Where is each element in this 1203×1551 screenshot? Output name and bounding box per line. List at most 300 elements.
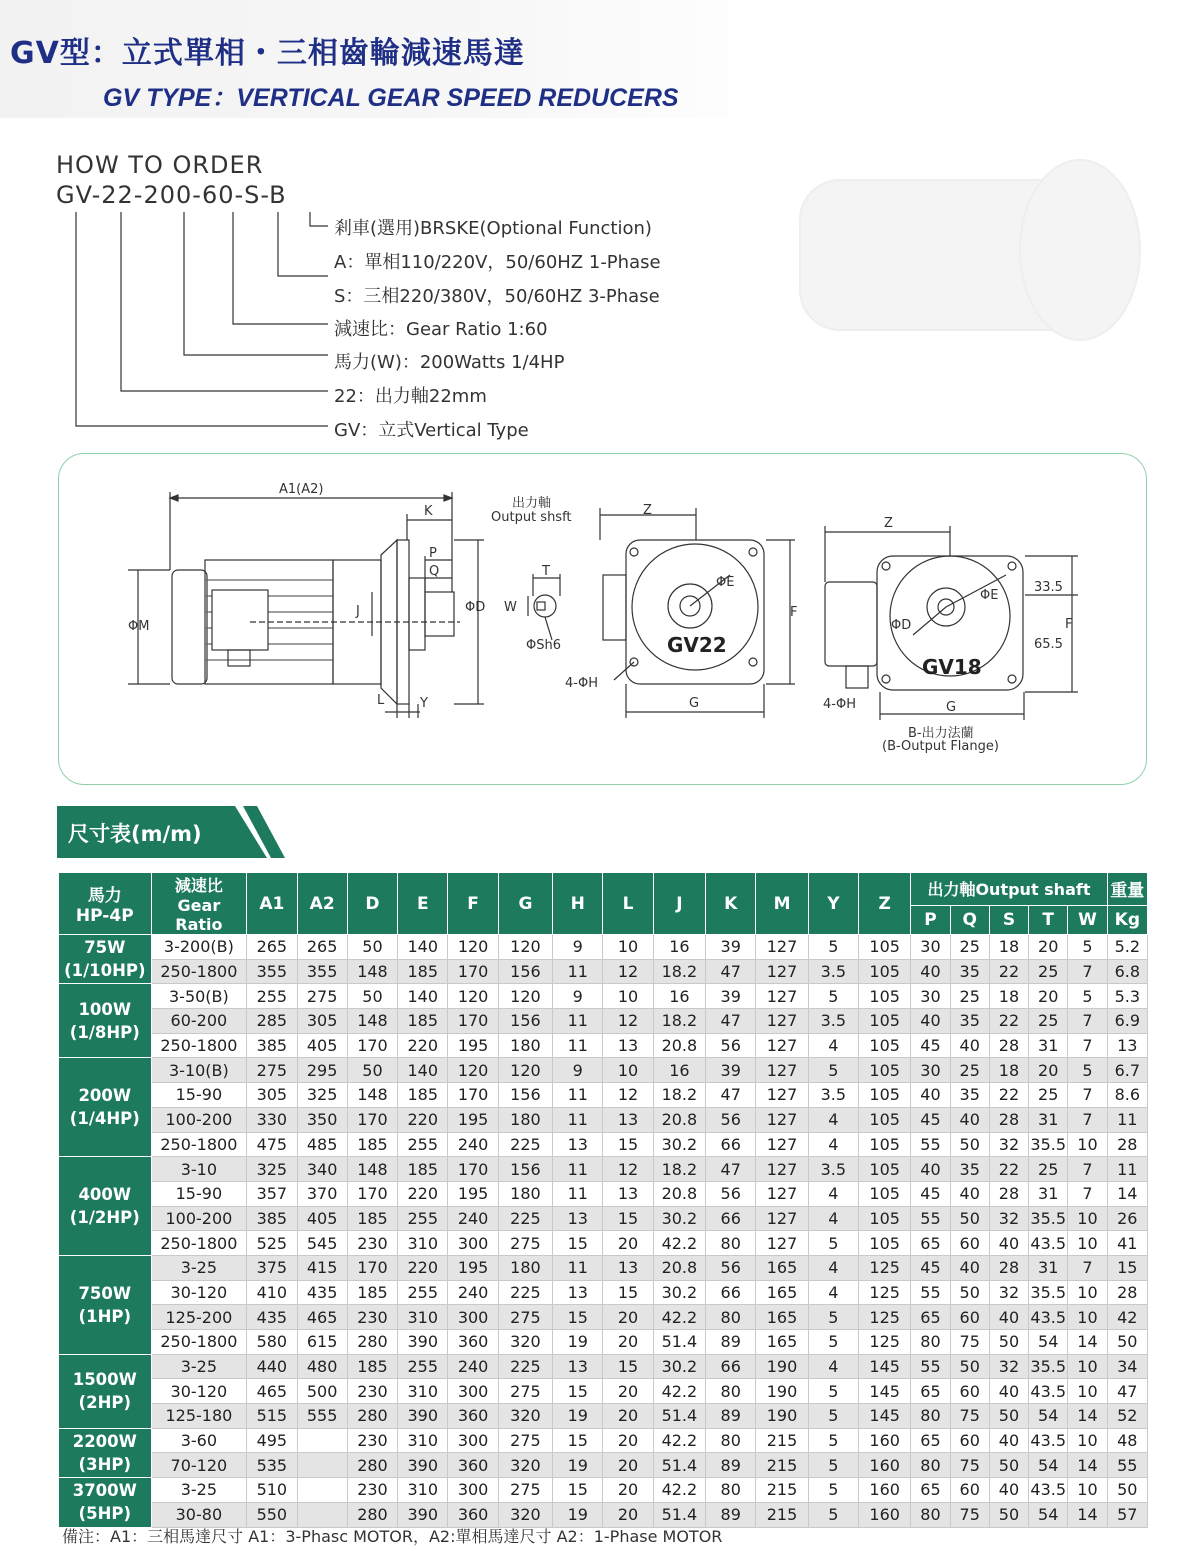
table-cell: 190 — [756, 1354, 808, 1379]
table-row — [59, 984, 1148, 1009]
table-cell: 7 — [1068, 1107, 1107, 1132]
order-option-type: GV：立式Vertical Type — [334, 420, 529, 441]
table-cell: 310 — [398, 1305, 448, 1330]
how-to-order-heading: HOW TO ORDER — [56, 151, 264, 179]
label-4-phi-h: 4-ΦH — [565, 676, 598, 691]
table-cell: 275 — [498, 1379, 552, 1404]
table-cell: 18.2 — [653, 1083, 705, 1108]
header-ratio-cn: 減速比 — [174, 876, 223, 895]
table-cell: 165 — [756, 1330, 808, 1355]
table-cell: 10 — [1068, 1280, 1107, 1305]
table-cell: 50 — [347, 935, 397, 960]
table-cell: 148 — [347, 959, 397, 984]
table-cell: 145 — [859, 1354, 911, 1379]
table-cell: 127 — [756, 959, 808, 984]
table-cell: 275 — [498, 1305, 552, 1330]
table-cell: 14 — [1068, 1404, 1107, 1429]
table-cell: 255 — [247, 984, 297, 1009]
table-cell: 160 — [859, 1453, 911, 1478]
table-row — [59, 1107, 1148, 1132]
table-cell: 9 — [553, 984, 603, 1009]
table-cell: 35 — [950, 1009, 989, 1034]
table-cell: 25 — [950, 984, 989, 1009]
table-cell: 105 — [859, 1009, 911, 1034]
table-cell: 7 — [1068, 959, 1107, 984]
label-phi-m: ΦM — [128, 619, 150, 634]
table-cell: 480 — [297, 1354, 347, 1379]
table-cell: 3.5 — [808, 1157, 858, 1182]
table-cell: 185 — [347, 1132, 397, 1157]
table-cell: 43.5 — [1029, 1478, 1068, 1503]
table-cell: 10 — [603, 935, 653, 960]
hp-cell — [59, 935, 152, 984]
table-cell: 25 — [950, 935, 989, 960]
table-cell: 42.2 — [653, 1428, 705, 1453]
table-cell: 10 — [603, 1058, 653, 1083]
table-cell: 28 — [989, 1033, 1028, 1058]
table-row — [59, 1231, 1148, 1256]
table-cell: 12 — [603, 1157, 653, 1182]
table-cell: 360 — [448, 1453, 498, 1478]
gear-ratio-cell: 100-200 — [151, 1206, 247, 1231]
table-cell: 195 — [448, 1181, 498, 1206]
table-cell: 18 — [989, 1058, 1028, 1083]
table-cell: 10 — [1068, 1354, 1107, 1379]
table-cell: 66 — [706, 1132, 756, 1157]
table-cell: 127 — [756, 1181, 808, 1206]
table-cell: 310 — [398, 1478, 448, 1503]
table-cell: 5 — [808, 1231, 858, 1256]
table-cell: 355 — [247, 959, 297, 984]
table-cell: 127 — [756, 1058, 808, 1083]
table-cell: 10 — [1068, 1305, 1107, 1330]
table-cell: 170 — [347, 1181, 397, 1206]
table-cell: 30 — [911, 1058, 950, 1083]
table-cell: 190 — [756, 1379, 808, 1404]
table-cell — [297, 1453, 347, 1478]
table-cell: 89 — [706, 1453, 756, 1478]
label-z-gv18: Z — [884, 516, 893, 531]
order-option-single-phase: A：單相110/220V，50/60HZ 1-Phase — [334, 252, 661, 273]
table-cell: 15 — [603, 1206, 653, 1231]
table-cell: 127 — [756, 1132, 808, 1157]
table-cell: 43.5 — [1029, 1428, 1068, 1453]
table-cell: 300 — [448, 1478, 498, 1503]
table-cell: 265 — [297, 935, 347, 960]
table-cell: 7 — [1068, 1157, 1107, 1182]
footnote: 備注：A1：三相馬達尺寸 A1：3-Phasc MOTOR，A2:單相馬達尺寸 A2：1-Phase MOTOR — [62, 1527, 723, 1546]
table-cell: 475 — [247, 1132, 297, 1157]
table-cell: 47 — [706, 1009, 756, 1034]
table-cell: 105 — [859, 1058, 911, 1083]
order-option-gear-ratio: 減速比：Gear Ratio 1:60 — [334, 319, 548, 340]
table-cell: 40 — [911, 1157, 950, 1182]
table-row — [59, 1453, 1148, 1478]
header-shaft-w: W — [1068, 905, 1107, 934]
table-cell: 30 — [911, 935, 950, 960]
label-t: T — [542, 564, 550, 579]
table-cell: 125 — [859, 1255, 911, 1280]
label-q: Q — [429, 564, 440, 579]
table-cell: 31 — [1029, 1181, 1068, 1206]
table-cell: 35.5 — [1029, 1354, 1068, 1379]
table-cell: 120 — [498, 935, 552, 960]
order-code: GV-22-200-60-S-B — [56, 181, 287, 209]
table-row — [59, 1255, 1148, 1280]
header-k: K — [706, 873, 756, 935]
table-cell: 165 — [756, 1305, 808, 1330]
table-cell: 300 — [448, 1231, 498, 1256]
table-cell: 18.2 — [653, 959, 705, 984]
table-cell: 255 — [398, 1132, 448, 1157]
order-option-brake: 剎車(選用)BRSKE(Optional Function) — [334, 218, 652, 239]
label-phi-sh6: ΦSh6 — [526, 638, 561, 653]
table-cell: 390 — [398, 1404, 448, 1429]
table-cell: 57 — [1107, 1502, 1147, 1527]
label-33-5: 33.5 — [1034, 580, 1063, 595]
table-cell: 55 — [911, 1280, 950, 1305]
table-cell: 15 — [553, 1428, 603, 1453]
hp-horsepower: (3HP) — [78, 1454, 132, 1474]
table-cell: 10 — [603, 984, 653, 1009]
table-cell: 40 — [989, 1305, 1028, 1330]
table-cell: 28 — [989, 1107, 1028, 1132]
table-cell: 41 — [1107, 1231, 1147, 1256]
header-a1: A1 — [247, 873, 297, 935]
table-cell: 225 — [498, 1354, 552, 1379]
table-cell: 11 — [553, 1033, 603, 1058]
table-cell: 45 — [911, 1181, 950, 1206]
table-cell: 510 — [247, 1478, 297, 1503]
label-65-5: 65.5 — [1034, 637, 1063, 652]
table-cell: 160 — [859, 1428, 911, 1453]
table-cell: 145 — [859, 1379, 911, 1404]
table-cell: 54 — [1029, 1330, 1068, 1355]
table-cell: 3.5 — [808, 1009, 858, 1034]
table-cell: 8.6 — [1107, 1083, 1147, 1108]
table-cell: 5 — [808, 1379, 858, 1404]
gear-ratio-cell: 3-60 — [151, 1428, 247, 1453]
table-cell: 390 — [398, 1453, 448, 1478]
table-cell: 54 — [1029, 1404, 1068, 1429]
table-cell: 80 — [706, 1428, 756, 1453]
table-cell: 385 — [247, 1033, 297, 1058]
table-cell: 60 — [950, 1379, 989, 1404]
table-cell: 80 — [706, 1231, 756, 1256]
table-cell: 145 — [859, 1404, 911, 1429]
table-cell: 180 — [498, 1033, 552, 1058]
table-cell: 275 — [498, 1478, 552, 1503]
gear-ratio-cell: 60-200 — [151, 1009, 247, 1034]
table-cell: 89 — [706, 1330, 756, 1355]
table-cell: 65 — [911, 1478, 950, 1503]
table-cell: 10 — [1068, 1379, 1107, 1404]
table-cell: 42.2 — [653, 1305, 705, 1330]
table-cell: 13 — [553, 1354, 603, 1379]
table-cell: 310 — [398, 1428, 448, 1453]
table-cell: 4 — [808, 1132, 858, 1157]
table-cell: 255 — [398, 1354, 448, 1379]
table-cell: 20 — [603, 1305, 653, 1330]
label-f: F — [790, 605, 798, 620]
table-cell: 127 — [756, 1206, 808, 1231]
gear-ratio-cell: 125-200 — [151, 1305, 247, 1330]
table-cell: 14 — [1068, 1453, 1107, 1478]
table-cell: 5 — [808, 1502, 858, 1527]
table-cell: 50 — [347, 984, 397, 1009]
table-cell: 12 — [603, 1083, 653, 1108]
table-cell: 185 — [398, 1083, 448, 1108]
table-cell: 185 — [347, 1206, 397, 1231]
table-cell: 165 — [756, 1255, 808, 1280]
table-cell: 330 — [247, 1107, 297, 1132]
table-cell: 50 — [989, 1453, 1028, 1478]
table-cell: 60 — [950, 1305, 989, 1330]
table-cell: 75 — [950, 1453, 989, 1478]
table-cell: 31 — [1029, 1255, 1068, 1280]
table-cell: 340 — [297, 1157, 347, 1182]
table-cell: 16 — [653, 984, 705, 1009]
table-cell: 240 — [448, 1132, 498, 1157]
table-cell: 4 — [808, 1033, 858, 1058]
table-cell: 10 — [1068, 1206, 1107, 1231]
gear-ratio-cell: 30-120 — [151, 1280, 247, 1305]
table-cell: 6.7 — [1107, 1058, 1147, 1083]
table-cell: 105 — [859, 1231, 911, 1256]
table-cell: 555 — [297, 1404, 347, 1429]
table-cell: 305 — [297, 1009, 347, 1034]
table-cell: 280 — [347, 1502, 397, 1527]
table-cell: 54 — [1029, 1502, 1068, 1527]
hp-watts: 1500W — [72, 1370, 137, 1390]
table-cell: 40 — [911, 1083, 950, 1108]
table-cell: 300 — [448, 1379, 498, 1404]
table-cell: 28 — [1107, 1132, 1147, 1157]
header-shaft-s: S — [989, 905, 1028, 934]
header-m: M — [756, 873, 808, 935]
table-cell: 30.2 — [653, 1132, 705, 1157]
table-cell: 14 — [1068, 1330, 1107, 1355]
label-w: W — [504, 600, 517, 615]
table-cell: 32 — [989, 1354, 1028, 1379]
table-row — [59, 1181, 1148, 1206]
table-cell: 15 — [603, 1280, 653, 1305]
table-cell: 310 — [398, 1231, 448, 1256]
table-cell: 170 — [448, 1083, 498, 1108]
table-cell: 4 — [808, 1181, 858, 1206]
table-cell: 20 — [603, 1428, 653, 1453]
header-weight-cn: 重量 — [1107, 873, 1147, 906]
table-cell: 51.4 — [653, 1330, 705, 1355]
table-cell: 22 — [989, 1009, 1028, 1034]
gear-ratio-cell: 3-25 — [151, 1255, 247, 1280]
table-cell: 7 — [1068, 1009, 1107, 1034]
hp-watts: 200W — [78, 1086, 132, 1106]
hp-cell — [59, 1354, 152, 1428]
table-cell: 52 — [1107, 1404, 1147, 1429]
label-phi-d-gv18: ΦD — [891, 618, 912, 633]
label-p: P — [429, 546, 437, 561]
table-cell: 5 — [808, 1478, 858, 1503]
table-cell: 18 — [989, 935, 1028, 960]
table-cell: 615 — [297, 1330, 347, 1355]
table-cell: 40 — [989, 1379, 1028, 1404]
table-row — [59, 1157, 1148, 1182]
table-cell: 50 — [989, 1330, 1028, 1355]
table-cell: 35.5 — [1029, 1206, 1068, 1231]
table-cell: 195 — [448, 1255, 498, 1280]
table-cell: 13 — [603, 1107, 653, 1132]
table-cell: 47 — [706, 1157, 756, 1182]
table-cell: 11 — [553, 1009, 603, 1034]
hp-watts: 3700W — [72, 1481, 137, 1501]
table-cell: 105 — [859, 1132, 911, 1157]
table-cell: 80 — [706, 1478, 756, 1503]
table-cell: 42 — [1107, 1305, 1147, 1330]
table-cell: 13 — [553, 1280, 603, 1305]
label-output-shaft-en: Output shsft — [491, 510, 572, 525]
hp-watts: 100W — [78, 999, 132, 1019]
label-b-flange-en: (B-Output Flange) — [882, 739, 999, 754]
header-h: H — [553, 873, 603, 935]
table-cell: 20 — [603, 1453, 653, 1478]
table-cell: 20.8 — [653, 1033, 705, 1058]
table-cell: 5 — [808, 1058, 858, 1083]
table-cell: 360 — [448, 1502, 498, 1527]
gear-ratio-cell: 250-1800 — [151, 1330, 247, 1355]
table-cell: 127 — [756, 1083, 808, 1108]
table-cell: 11 — [1107, 1107, 1147, 1132]
table-cell: 360 — [448, 1330, 498, 1355]
table-cell: 285 — [247, 1009, 297, 1034]
table-cell: 19 — [553, 1453, 603, 1478]
table-cell: 300 — [448, 1428, 498, 1453]
table-cell: 15 — [1107, 1255, 1147, 1280]
order-option-shaft: 22：出力軸22mm — [334, 386, 487, 407]
table-cell: 580 — [247, 1330, 297, 1355]
table-cell: 7 — [1068, 1083, 1107, 1108]
table-cell: 405 — [297, 1033, 347, 1058]
hp-watts: 2200W — [72, 1431, 137, 1451]
table-cell: 215 — [756, 1478, 808, 1503]
table-cell — [297, 1428, 347, 1453]
table-cell: 80 — [911, 1404, 950, 1429]
hp-horsepower: (1/4HP) — [69, 1109, 140, 1129]
table-cell: 20 — [1029, 935, 1068, 960]
label-y: Y — [420, 696, 428, 711]
table-cell: 13 — [603, 1033, 653, 1058]
table-cell: 51.4 — [653, 1502, 705, 1527]
table-cell: 125 — [859, 1280, 911, 1305]
table-cell: 180 — [498, 1107, 552, 1132]
hp-horsepower: (2HP) — [78, 1393, 132, 1413]
table-cell: 325 — [297, 1083, 347, 1108]
gear-ratio-cell: 3-25 — [151, 1478, 247, 1503]
table-cell: 15 — [603, 1354, 653, 1379]
header-shaft-q: Q — [950, 905, 989, 934]
hp-watts: 400W — [78, 1185, 132, 1205]
table-cell: 185 — [347, 1354, 397, 1379]
table-cell: 225 — [498, 1132, 552, 1157]
table-cell: 240 — [448, 1280, 498, 1305]
table-cell: 15 — [553, 1305, 603, 1330]
table-cell: 350 — [297, 1107, 347, 1132]
table-cell: 405 — [297, 1206, 347, 1231]
label-gv22: GV22 — [667, 633, 727, 657]
table-cell: 75 — [950, 1404, 989, 1429]
order-option-power: 馬力(W)：200Watts 1/4HP — [334, 352, 565, 373]
table-cell: 275 — [498, 1231, 552, 1256]
hp-cell — [59, 1255, 152, 1354]
table-cell: 39 — [706, 984, 756, 1009]
header-j: J — [653, 873, 705, 935]
gear-ratio-cell: 30-120 — [151, 1379, 247, 1404]
table-cell: 127 — [756, 1157, 808, 1182]
table-cell: 5 — [808, 1404, 858, 1429]
table-cell: 230 — [347, 1305, 397, 1330]
dimension-table — [58, 872, 1148, 1528]
table-cell: 55 — [911, 1354, 950, 1379]
label-g: G — [689, 696, 700, 711]
table-cell: 4 — [808, 1354, 858, 1379]
table-cell: 20 — [603, 1404, 653, 1429]
table-cell: 15 — [603, 1132, 653, 1157]
table-cell: 54 — [1029, 1453, 1068, 1478]
table-cell: 28 — [989, 1181, 1028, 1206]
table-cell: 105 — [859, 1181, 911, 1206]
table-row — [59, 1354, 1148, 1379]
table-cell: 10 — [1068, 1478, 1107, 1503]
table-cell: 45 — [911, 1033, 950, 1058]
table-cell: 295 — [297, 1058, 347, 1083]
table-cell: 9 — [553, 935, 603, 960]
table-cell: 280 — [347, 1453, 397, 1478]
table-cell: 30.2 — [653, 1280, 705, 1305]
table-cell: 105 — [859, 984, 911, 1009]
table-cell: 360 — [448, 1404, 498, 1429]
label-f-gv18: F — [1065, 617, 1073, 632]
table-cell: 60 — [950, 1231, 989, 1256]
table-cell: 5.3 — [1107, 984, 1147, 1009]
table-cell: 6.9 — [1107, 1009, 1147, 1034]
table-cell: 5 — [808, 984, 858, 1009]
table-row — [59, 1428, 1148, 1453]
table-cell: 60 — [950, 1478, 989, 1503]
header-f: F — [448, 873, 498, 935]
table-cell: 35.5 — [1029, 1132, 1068, 1157]
table-cell: 22 — [989, 1157, 1028, 1182]
table-cell: 3.5 — [808, 959, 858, 984]
table-cell: 32 — [989, 1206, 1028, 1231]
table-cell: 25 — [1029, 1009, 1068, 1034]
table-cell: 7 — [1068, 1181, 1107, 1206]
table-cell: 50 — [950, 1132, 989, 1157]
table-cell: 66 — [706, 1280, 756, 1305]
table-cell: 4 — [808, 1107, 858, 1132]
table-cell: 127 — [756, 1231, 808, 1256]
table-cell: 5 — [1068, 984, 1107, 1009]
table-cell: 120 — [448, 1058, 498, 1083]
table-cell: 56 — [706, 1255, 756, 1280]
table-cell: 40 — [950, 1181, 989, 1206]
hp-cell — [59, 1157, 152, 1256]
table-cell: 40 — [950, 1107, 989, 1132]
table-cell: 440 — [247, 1354, 297, 1379]
table-cell: 31 — [1029, 1033, 1068, 1058]
table-cell: 40 — [989, 1231, 1028, 1256]
table-cell: 40 — [911, 959, 950, 984]
hp-watts: 750W — [78, 1283, 132, 1303]
